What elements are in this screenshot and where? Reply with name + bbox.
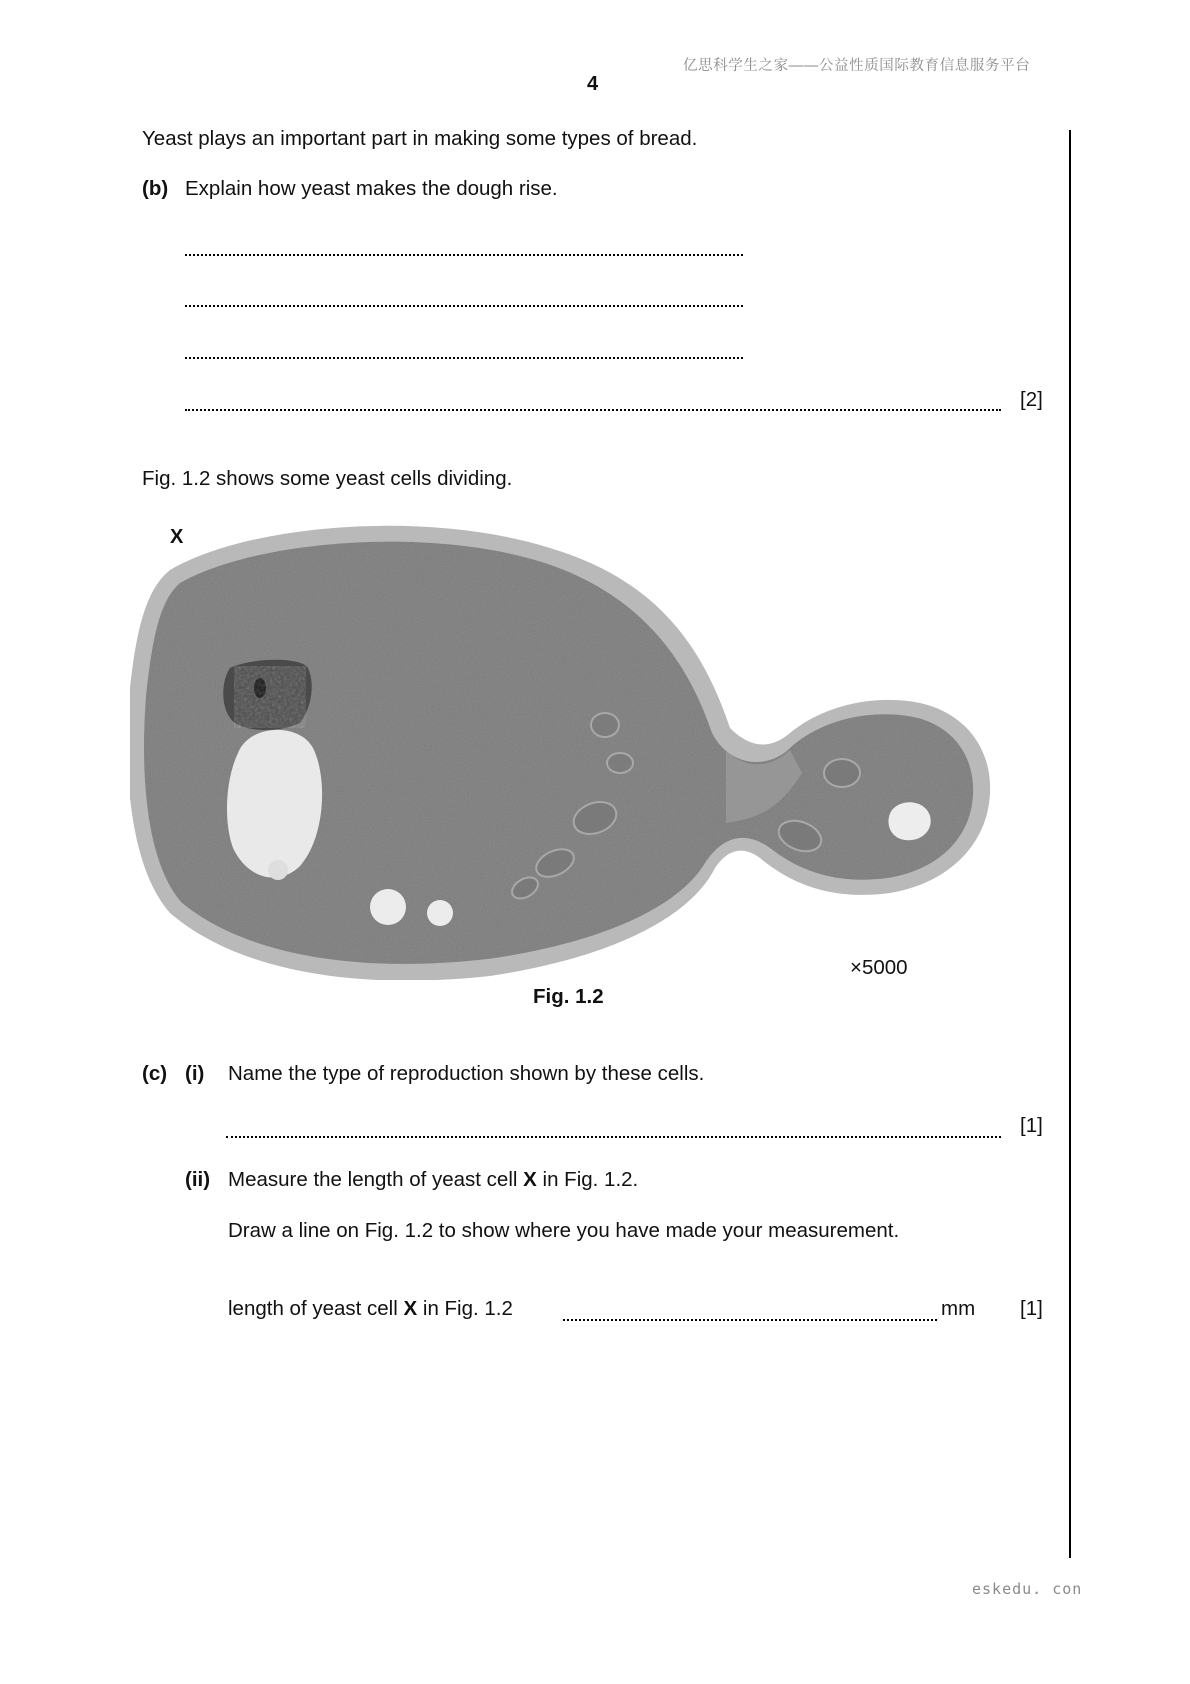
unit-label: mm — [941, 1297, 976, 1320]
part-c-i-marks: [1] — [1020, 1114, 1043, 1137]
answer-line-b-4[interactable] — [185, 409, 1001, 411]
answer-prompt-length: length of yeast cell X in Fig. 1.2 — [228, 1297, 513, 1320]
watermark-footer: eskedu. con — [972, 1580, 1083, 1598]
figure-intro-text: Fig. 1.2 shows some yeast cells dividing. — [142, 467, 513, 490]
part-b-marks: [2] — [1020, 388, 1043, 411]
answer-line-c-i[interactable] — [226, 1136, 1001, 1138]
part-b-question: Explain how yeast makes the dough rise. — [185, 177, 558, 200]
part-c-ii-instruction: Draw a line on Fig. 1.2 to show where you have made your measurement. — [228, 1219, 900, 1242]
part-c-ii-marks: [1] — [1020, 1297, 1043, 1320]
answer-line-c-ii[interactable] — [563, 1319, 937, 1321]
yeast-micrograph — [130, 518, 1010, 980]
intro-text: Yeast plays an important part in making some types of bread. — [142, 127, 698, 150]
part-c-label: (c) — [142, 1062, 168, 1085]
part-c-i-question: Name the type of reproduction shown by these cells. — [228, 1062, 705, 1085]
figure-caption: Fig. 1.2 — [533, 985, 604, 1008]
watermark-header: 亿思科学生之家——公益性质国际教育信息服务平台 — [683, 58, 1031, 74]
magnification-label: ×5000 — [850, 956, 908, 979]
vacuole-small-1 — [370, 889, 406, 925]
answer-line-b-3[interactable] — [185, 357, 743, 359]
cell-x-label: X — [170, 526, 184, 548]
part-b-label: (b) — [142, 177, 169, 200]
bud-vacuole — [888, 802, 930, 840]
answer-line-b-1[interactable] — [185, 254, 743, 256]
part-c-i-label: (i) — [185, 1062, 205, 1085]
margin-rule — [1069, 130, 1071, 1558]
part-c-ii-label: (ii) — [185, 1168, 211, 1191]
vacuole-small-2 — [427, 900, 453, 926]
answer-line-b-2[interactable] — [185, 305, 743, 307]
page-number: 4 — [587, 73, 599, 95]
part-c-ii-question: Measure the length of yeast cell X in Fig. 1.2. — [228, 1168, 639, 1191]
